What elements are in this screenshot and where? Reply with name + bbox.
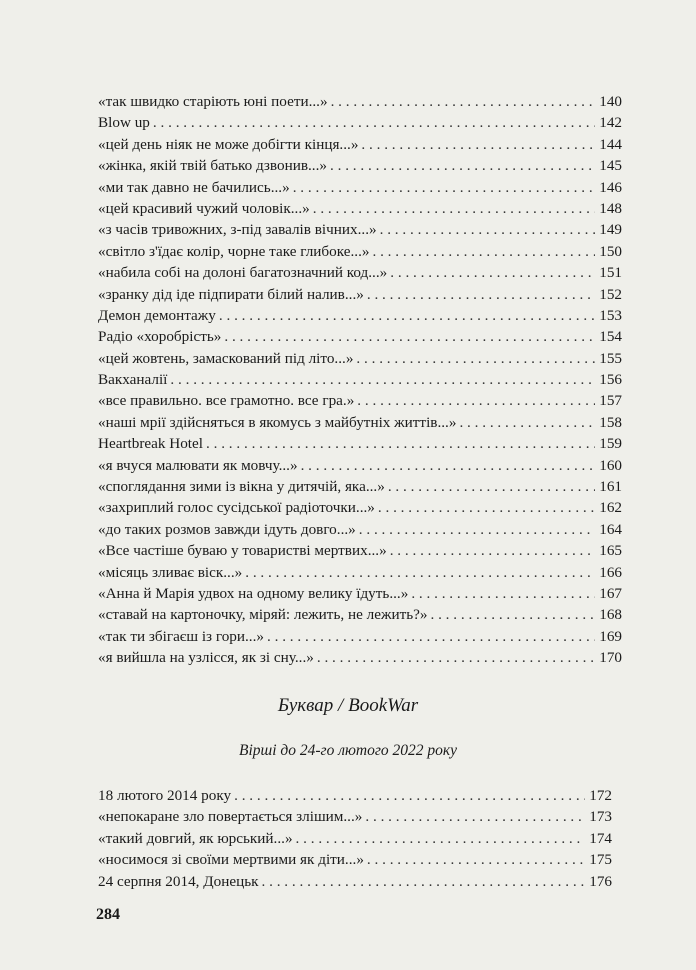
toc-entry-page: 140 <box>599 93 622 110</box>
toc-leader <box>313 198 595 219</box>
toc-entry <box>98 326 622 347</box>
toc-entry <box>98 177 622 198</box>
toc-leader <box>380 219 596 240</box>
toc-entry <box>98 348 622 369</box>
toc-entry-title: «я вийшла на узлісся, як зі сну...» <box>98 649 314 667</box>
toc-entry-page: 166 <box>599 563 622 581</box>
section-title: Буквар / BookWar <box>277 695 419 716</box>
toc-entry <box>98 412 622 433</box>
toc-list-second <box>98 785 622 892</box>
toc-entry-page: 160 <box>599 456 622 474</box>
toc-entry <box>98 305 622 326</box>
toc-entry <box>98 91 622 112</box>
toc-leader <box>296 828 586 849</box>
toc-leader <box>293 177 596 198</box>
toc-entry <box>98 155 622 176</box>
toc-entry <box>98 369 622 390</box>
toc-entry-title: «захриплий голос сусідської радіоточки...» <box>98 499 375 517</box>
toc-entry-page: 167 <box>599 584 622 602</box>
toc-entry-page: 173 <box>589 808 612 826</box>
toc-entry <box>98 647 622 668</box>
toc-entry-title: «такий довгий, як юрський...» <box>98 829 293 847</box>
toc-leader <box>388 476 595 497</box>
toc-entry <box>98 540 622 561</box>
toc-entry-title: Радіо «хоробрість» <box>98 328 222 346</box>
toc-entry <box>98 433 622 454</box>
toc-entry-title: «непокаране зло повертається злішим...» <box>98 808 363 826</box>
toc-entry-title: «набила собі на долоні багатозначний код...» <box>98 264 388 282</box>
toc-entry-page: 150 <box>599 242 622 260</box>
toc-entry-title: «наші мрії здійсняться в якомусь з майбутніх життів...» <box>98 413 457 431</box>
toc-entry <box>98 785 612 806</box>
toc-entry-page: 159 <box>599 435 622 453</box>
toc-entry-page: 145 <box>599 157 622 175</box>
toc-entry <box>98 849 612 870</box>
toc-entry-title: «жінка, якій твій батько дзвонив...» <box>98 157 327 175</box>
toc-leader <box>330 155 595 176</box>
toc-leader <box>411 583 595 604</box>
toc-entry-title: 24 серпня 2014, Донецьк <box>98 872 259 890</box>
toc-entry <box>98 519 622 540</box>
toc-entry-page: 165 <box>599 542 622 560</box>
toc-entry <box>98 198 622 219</box>
toc-entry <box>98 476 622 497</box>
toc-entry <box>98 219 622 240</box>
toc-entry <box>98 604 622 625</box>
toc-entry-title: «цей день ніяк не може добігти кінця...» <box>98 135 359 153</box>
toc-entry-page: 144 <box>599 135 622 153</box>
toc-leader <box>367 849 585 870</box>
toc-entry-page: 146 <box>599 178 622 196</box>
toc-leader <box>245 562 595 583</box>
toc-entry-title: Blow up <box>98 114 150 132</box>
toc-entry <box>98 262 622 283</box>
toc-entry-title: Демон демонтажу <box>98 306 216 324</box>
toc-entry-title: «місяць зливає віск...» <box>98 563 243 581</box>
toc-entry-title: «я вчуся малювати як мовчу...» <box>98 456 298 474</box>
toc-entry <box>98 626 622 647</box>
toc-entry <box>98 134 622 155</box>
toc-leader <box>301 455 596 476</box>
page-number: 284 <box>96 906 120 923</box>
toc-leader <box>331 91 596 112</box>
toc-entry <box>98 583 622 604</box>
toc-leader <box>372 241 595 262</box>
toc-entry-page: 153 <box>599 306 622 324</box>
toc-leader <box>359 519 595 540</box>
toc-entry-page: 168 <box>599 606 622 624</box>
toc-entry <box>98 455 622 476</box>
toc-leader <box>357 390 595 411</box>
toc-entry-page: 170 <box>599 649 622 667</box>
toc-entry-page: 149 <box>599 221 622 239</box>
toc-entry-title: «все правильно. все грамотно. все гра.» <box>98 392 355 410</box>
toc-entry <box>98 806 612 827</box>
toc-entry-page: 156 <box>599 371 622 389</box>
toc-entry-title: «ми так давно не бачились...» <box>98 178 290 196</box>
toc-entry-page: 161 <box>599 478 622 496</box>
toc-entry-title: «Анна й Марія удвох на одному велику їдуть...» <box>98 584 409 602</box>
toc-entry-page: 158 <box>599 413 622 431</box>
toc-entry <box>98 828 612 849</box>
toc-entry-page: 154 <box>599 328 622 346</box>
toc-leader <box>317 647 595 668</box>
toc-entry-title: «споглядання зими із вікна у дитячій, яка...» <box>98 478 385 496</box>
toc-leader <box>170 369 595 390</box>
toc-list-main <box>98 91 622 669</box>
toc-leader <box>234 785 585 806</box>
toc-leader <box>356 348 595 369</box>
toc-leader <box>459 412 595 433</box>
toc-entry <box>98 112 622 133</box>
toc-entry-title: «носимося зі своїми мертвими як діти...» <box>98 851 364 869</box>
toc-entry-title: «так швидко старіють юні поети...» <box>98 93 328 110</box>
toc-leader <box>367 284 595 305</box>
toc-entry-page: 169 <box>599 627 622 645</box>
toc-entry <box>98 390 622 411</box>
toc-entry-title: Heartbreak Hotel <box>98 435 203 453</box>
toc-entry-page: 176 <box>589 872 612 890</box>
toc-entry-title: «цей красивий чужий чоловік...» <box>98 199 310 217</box>
toc-leader <box>390 540 596 561</box>
toc-leader <box>224 326 595 347</box>
toc-entry <box>98 241 622 262</box>
toc-entry-page: 157 <box>599 392 622 410</box>
toc-entry-title: «світло з'їдає колір, чорне таке глибоке...» <box>98 242 370 260</box>
toc-entry-title: «Все частіше буваю у товаристві мертвих...» <box>98 542 387 560</box>
toc-entry-page: 148 <box>599 199 622 217</box>
toc-entry-title: «до таких розмов завжди ідуть довго...» <box>98 520 356 538</box>
toc-entry-title: 18 лютого 2014 року <box>98 787 232 804</box>
toc-entry-title: «так ти збігаєш із гори...» <box>98 627 264 645</box>
toc-entry-page: 174 <box>589 829 612 847</box>
toc-entry-page: 155 <box>599 349 622 367</box>
toc-leader <box>378 497 595 518</box>
toc-entry <box>98 284 622 305</box>
toc-entry-page: 151 <box>599 264 622 282</box>
toc-leader <box>430 604 595 625</box>
toc-entry-page: 142 <box>599 114 622 132</box>
toc-leader <box>219 305 595 326</box>
toc-entry-title: «з часів тривожних, з-під завалів вічних...» <box>98 221 377 239</box>
toc-leader <box>390 262 595 283</box>
toc-entry-title: «зранку дід іде підпирати білий налив...» <box>98 285 364 303</box>
toc-entry <box>98 497 622 518</box>
toc-entry-page: 175 <box>589 851 612 869</box>
toc-entry-page: 164 <box>599 520 622 538</box>
toc-entry-page: 162 <box>599 499 622 517</box>
toc-leader <box>267 626 595 647</box>
toc-entry-title: «цей жовтень, замаскований під літо...» <box>98 349 354 367</box>
toc-entry-page: 172 <box>589 787 612 804</box>
toc-leader <box>206 433 595 454</box>
toc-entry-title: Вакханалії <box>98 371 168 389</box>
toc-leader <box>361 134 595 155</box>
toc-leader <box>153 112 595 133</box>
toc-entry <box>98 871 612 892</box>
toc-entry <box>98 562 622 583</box>
toc-leader <box>262 871 586 892</box>
section-subtitle: Вірші до 24-го лютого 2022 року <box>238 742 457 759</box>
toc-entry-page: 152 <box>599 285 622 303</box>
toc-entry-title: «ставай на картоночку, міряй: лежить, не лежить?» <box>98 606 428 624</box>
toc-leader <box>365 806 585 827</box>
